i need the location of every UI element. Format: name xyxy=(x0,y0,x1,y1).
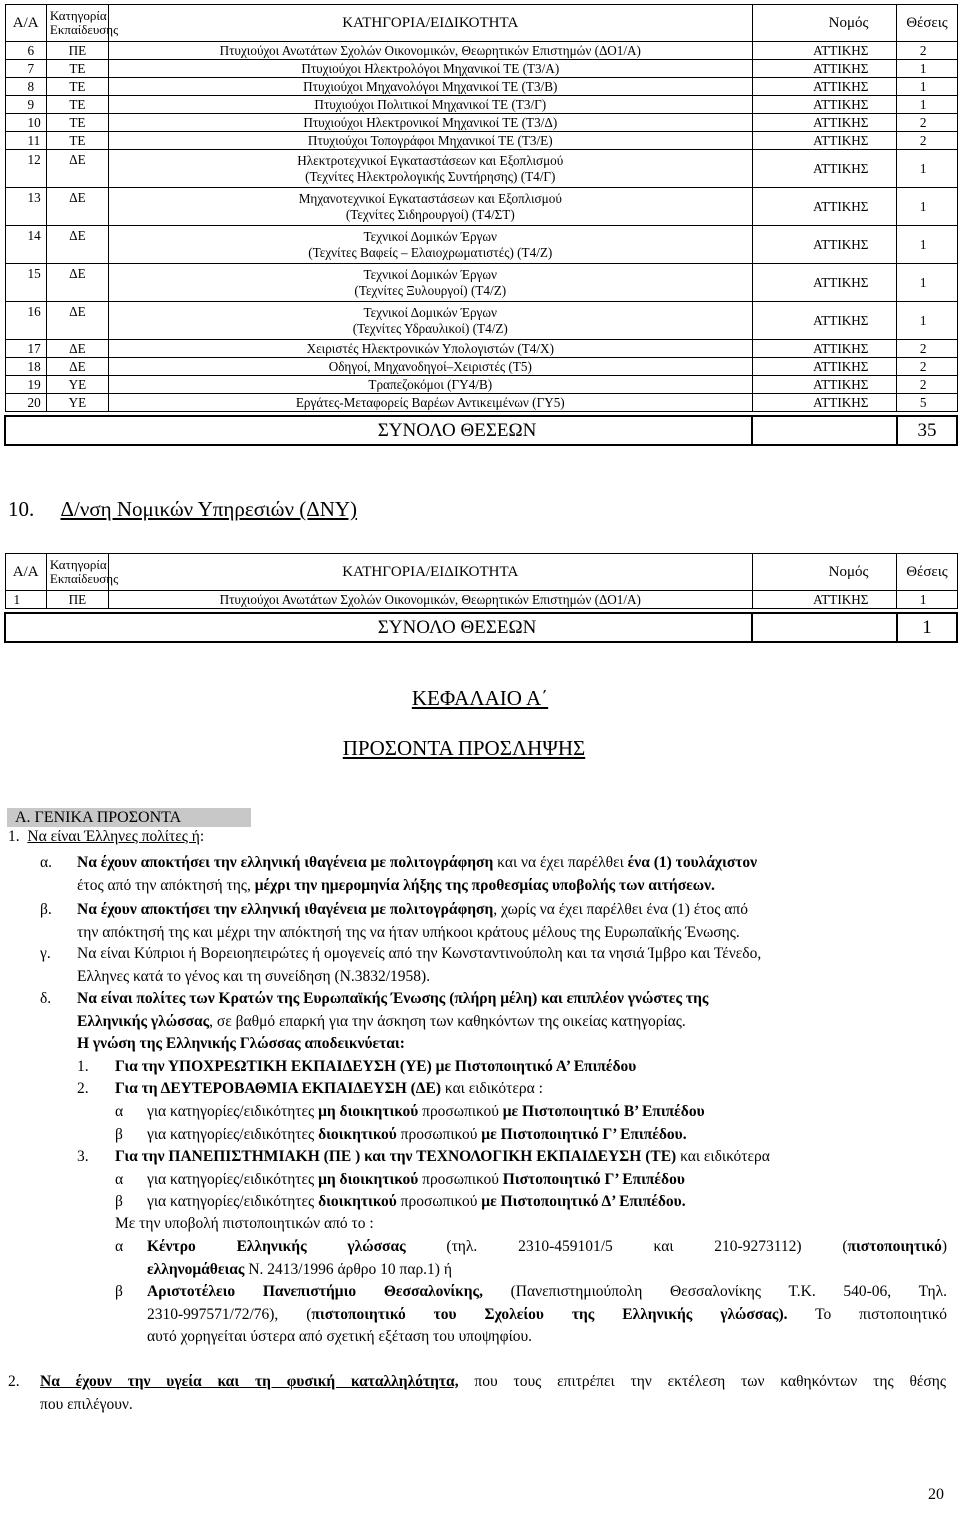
qual-2: 2. Να έχουν την υγεία και τη φυσική καταλληλότητα, που τους επιτρέπει την εκτέλεση των καθηκόντων της θέσης που επιλέγουν. xyxy=(8,1373,946,1413)
row-number: 15 xyxy=(5,264,46,302)
lang-level-2a: α για κατηγορίες/ειδικότητες μη διοικητικού προσωπικού με Πιστοποιητικό Β’ Επιπέδου xyxy=(115,1103,705,1120)
total-row xyxy=(5,416,957,445)
table-row xyxy=(5,132,957,150)
table-row: 1 ΠΕ Πτυχιούχοι Ανωτάτων Σχολών Οικονομικών, Θεωρητικών Επιστημών (ΔΟ1/Α) ΑΤΤΙΚΗΣ 1 xyxy=(5,591,957,609)
row-category: ΔΕ xyxy=(46,264,108,302)
row-specialty: Πτυχιούχοι Ανωτάτων Σχολών Οικονομικών, Θεωρητικών Επιστημών (ΔΟ1/Α) xyxy=(108,42,752,60)
page-number: 20 xyxy=(928,1486,944,1503)
row-specialty: Τραπεζοκόμοι (ΓΥ4/Β) xyxy=(108,376,752,394)
row-nomos: ΑΤΤΙΚΗΣ xyxy=(752,42,897,60)
row-category: ΥΕ xyxy=(46,394,108,412)
row-category: ΠΕ xyxy=(46,42,108,60)
table-row xyxy=(5,394,957,412)
row-nomos: ΑΤΤΙΚΗΣ xyxy=(752,226,897,264)
row-positions: 1 xyxy=(897,226,957,264)
lang-level-3b: β για κατηγορίες/ειδικότητες διοικητικού προσωπικού με Πιστοποιητικό Δ’ Επιπέδου. xyxy=(115,1193,686,1210)
row-specialty: Πτυχιούχοι Ηλεκτρολόγοι Μηχανικοί ΤΕ (Τ3/Α) xyxy=(108,60,752,78)
header-nomos: Νομός xyxy=(752,5,897,42)
row-specialty: Χειριστές Ηλεκτρονικών Υπολογιστών (Τ4/Χ) xyxy=(108,340,752,358)
row-number: 14 xyxy=(5,226,46,264)
qual-g: γ. Να είναι Κύπριοι ή Βορειοηπειρώτες ή ομογενείς από την Κωνσταντινούπολη και τα νησιά Ίμβρο και Τένεδο, Ελληνες κατά το γένος και τη συνείδηση (Ν.3832/1958). xyxy=(40,945,762,985)
row-nomos: ΑΤΤΙΚΗΣ xyxy=(752,132,897,150)
row-positions: 1 xyxy=(897,188,957,226)
header-aa: Α/Α xyxy=(5,5,46,42)
row-category: ΔΕ xyxy=(46,340,108,358)
row-specialty: Πτυχιούχοι Μηχανολόγοι Μηχανικοί ΤΕ (Τ3/Β) xyxy=(108,78,752,96)
row-positions: 2 xyxy=(897,114,957,132)
table-row xyxy=(5,96,957,114)
row-positions: 1 xyxy=(897,96,957,114)
section-10-heading: 10. Δ/νση Νομικών Υπηρεσιών (ΔΝΥ) xyxy=(8,497,358,521)
lang-level-2b: β για κατηγορίες/ειδικότητες διοικητικού προσωπικού με Πιστοποιητικό Γ’ Επιπέδου. xyxy=(115,1126,687,1143)
specialty-line-1: Ηλεκτροτεχνικοί Εγκαταστάσεων και Εξοπλισμού xyxy=(297,152,564,168)
header-theseis: Θέσεις xyxy=(897,5,957,42)
positions-table-1 xyxy=(4,4,958,446)
row-positions: 2 xyxy=(897,340,957,358)
row-number: 9 xyxy=(5,96,46,114)
header-specialty: ΚΑΤΗΓΟΡΙΑ/ΕΙΔΙΚΟΤΗΤΑ xyxy=(108,554,752,591)
header-specialty: ΚΑΤΗΓΟΡΙΑ/ΕΙΔΙΚΟΤΗΤΑ xyxy=(108,5,752,42)
row-category: ΤΕ xyxy=(46,96,108,114)
row-specialty xyxy=(108,264,752,302)
row-number: 20 xyxy=(5,394,46,412)
table-row xyxy=(5,226,957,264)
row-nomos: ΑΤΤΙΚΗΣ xyxy=(752,394,897,412)
table-row xyxy=(5,302,957,340)
specialty-line-1: Τεχνικοί Δομικών Έργων xyxy=(363,266,498,282)
row-category: ΤΕ xyxy=(46,132,108,150)
chapter-subtitle: ΠΡΟΣΟΝΤΑ ΠΡΟΣΛΗΨΗΣ xyxy=(342,736,586,760)
row-positions: 1 xyxy=(897,78,957,96)
total-label: ΣΥΝΟΛΟ ΘΕΣΕΩΝ xyxy=(5,416,752,445)
row-nomos: ΑΤΤΙΚΗΣ xyxy=(752,60,897,78)
table-row xyxy=(5,358,957,376)
row-number: 10 xyxy=(5,114,46,132)
row-number: 19 xyxy=(5,376,46,394)
row-specialty xyxy=(108,188,752,226)
cert-intro: Με την υποβολή πιστοποιητικών από το : xyxy=(115,1215,374,1232)
table-row xyxy=(5,42,957,60)
lang-level-1: 1. Για την ΥΠΟΧΡΕΩΤΙΚΗ ΕΚΠΑΙΔΕΥΣΗ (ΥΕ) με Πιστοποιητικό Α’ Επιπέδου xyxy=(77,1058,637,1075)
table-header-row xyxy=(5,554,957,591)
row-positions: 1 xyxy=(897,264,957,302)
table-row xyxy=(5,60,957,78)
row-positions: 2 xyxy=(897,376,957,394)
row-category: ΤΕ xyxy=(46,60,108,78)
row-number: 13 xyxy=(5,188,46,226)
row-nomos: ΑΤΤΙΚΗΣ xyxy=(752,150,897,188)
row-category: ΔΕ xyxy=(46,188,108,226)
qual-a: α. Να έχουν αποκτήσει την ελληνική ιθαγένεια με πολιτογράφηση και να έχει παρέλθει ένα (1) τουλάχιστον έτος από την απόκτησή της, μέχρι την ημερομηνία λήξης της προθεσμίας υποβολής των αιτήσεων. xyxy=(40,854,758,894)
row-specialty: Πτυχιούχοι Ηλεκτρονικοί Μηχανικοί ΤΕ (Τ3/Δ) xyxy=(108,114,752,132)
header-nomos: Νομός xyxy=(752,554,897,591)
row-specialty: Πτυχιούχοι Πολιτικοί Μηχανικοί ΤΕ (Τ3/Γ) xyxy=(108,96,752,114)
cert-b: β Αριστοτέλειο Πανεπιστήμιο Θεσσαλονίκης, (Πανεπιστημιούπολη Θεσσαλονίκης Τ.Κ. 540-06, Τηλ. 2310-997571/72/76), (πιστοποιητικό του Σχολείου της Ελληνικής γλώσσας). Το πιστοποιητικό αυτό χορηγείται ύστερα από σχετική εξέταση του υποψηφίου. xyxy=(115,1283,947,1345)
row-positions: 2 xyxy=(897,358,957,376)
row-number: 18 xyxy=(5,358,46,376)
row-specialty xyxy=(108,302,752,340)
table-row xyxy=(5,150,957,188)
total-row xyxy=(5,613,957,642)
row-category: ΥΕ xyxy=(46,376,108,394)
specialty-line-2: (Τεχνίτες Υδραυλικοί) (Τ4/Ζ) xyxy=(352,320,508,336)
row-positions: 1 xyxy=(897,60,957,78)
row-positions: 2 xyxy=(897,42,957,60)
row-nomos: ΑΤΤΙΚΗΣ xyxy=(752,340,897,358)
table-header-row xyxy=(5,5,957,42)
row-nomos: ΑΤΤΙΚΗΣ xyxy=(752,188,897,226)
row-number: 6 xyxy=(5,42,46,60)
row-nomos: ΑΤΤΙΚΗΣ xyxy=(752,96,897,114)
row-number: 11 xyxy=(5,132,46,150)
row-specialty: Οδηγοί, Μηχανοδηγοί–Χειριστές (Τ5) xyxy=(108,358,752,376)
table-row xyxy=(5,188,957,226)
specialty-line-1: Τεχνικοί Δομικών Έργων xyxy=(363,228,498,244)
row-nomos: ΑΤΤΙΚΗΣ xyxy=(752,78,897,96)
table-row xyxy=(5,376,957,394)
table-row xyxy=(5,264,957,302)
row-positions: 2 xyxy=(897,132,957,150)
positions-table-2 xyxy=(4,553,958,643)
row-category: ΔΕ xyxy=(46,226,108,264)
row-nomos: ΑΤΤΙΚΗΣ xyxy=(752,358,897,376)
qual-1: 1. Να είναι Έλληνες πολίτες ή: xyxy=(8,828,205,845)
header-category: Κατηγορία Εκπαίδευσης xyxy=(46,5,108,42)
lang-level-3: 3. Για την ΠΑΝΕΠΙΣΤΗΜΙΑΚΗ (ΠΕ ) και την ΤΕΧΝΟΛΟΓΙΚΗ ΕΚΠΑΙΔΕΥΣΗ (ΤΕ) και ειδικότερα xyxy=(77,1148,770,1165)
total-value: 35 xyxy=(897,416,957,445)
row-positions: 1 xyxy=(897,302,957,340)
header-category: Κατηγορία Εκπαίδευσης xyxy=(46,554,108,591)
lang-level-2: 2. Για τη ΔΕΥΤΕΡΟΒΑΘΜΙΑ ΕΚΠΑΙΔΕΥΣΗ (ΔΕ) και ειδικότερα : xyxy=(77,1080,543,1097)
row-category: ΔΕ xyxy=(46,358,108,376)
row-number: 16 xyxy=(5,302,46,340)
row-category: ΤΕ xyxy=(46,114,108,132)
specialty-line-2: (Τεχνίτες Ξυλουργοί) (Τ4/Ζ) xyxy=(354,282,507,298)
row-category: ΔΕ xyxy=(46,150,108,188)
header-theseis: Θέσεις xyxy=(897,554,957,591)
total-label: ΣΥΝΟΛΟ ΘΕΣΕΩΝ xyxy=(5,613,752,642)
specialty-line-1: Τεχνικοί Δομικών Έργων xyxy=(363,304,498,320)
table-row xyxy=(5,78,957,96)
specialty-line-2: (Τεχνίτες Βαφείς – Ελαιοχρωματιστές) (Τ4/Ζ) xyxy=(308,244,553,260)
cert-a: α Κέντρο Ελληνικής γλώσσας (τηλ. 2310-459101/5 και 210-9273112) (πιστοποιητικό) ελληνομάθειας Ν. 2413/1996 άρθρο 10 παρ.1) ή xyxy=(115,1238,947,1278)
qual-b: β. Να έχουν αποκτήσει την ελληνική ιθαγένεια με πολιτογράφηση, χωρίς να έχει παρέλθει ένα (1) έτος από την απόκτησή της και μέχρι την απόκτησή της να ήταν υπήκοοι κράτους μέλους της Ευρωπαϊκής Ένωσης. xyxy=(40,901,748,941)
header-aa: Α/Α xyxy=(5,554,46,591)
row-nomos: ΑΤΤΙΚΗΣ xyxy=(752,114,897,132)
row-nomos: ΑΤΤΙΚΗΣ xyxy=(752,376,897,394)
row-category: ΔΕ xyxy=(46,302,108,340)
specialty-line-2: (Τεχνίτες Σιδηρουργοί) (Τ4/ΣΤ) xyxy=(345,206,515,222)
table-row xyxy=(5,340,957,358)
qual-d: δ. Να είναι πολίτες των Κρατών της Ευρωπαϊκής Ένωσης (πλήρη μέλη) και επιπλέον γνώστες της Ελληνικής γλώσσας, σε βαθμό επαρκή για την άσκηση των καθηκόντων της οικείας κατηγορίας. Η γνώση της Ελληνικής Γλώσσας αποδεικνύεται: xyxy=(40,990,709,1052)
row-positions: 5 xyxy=(897,394,957,412)
row-category: ΤΕ xyxy=(46,78,108,96)
chapter-title: ΚΕΦΑΛΑΙΟ Α΄ xyxy=(411,686,549,710)
row-number: 8 xyxy=(5,78,46,96)
lang-level-3a: α για κατηγορίες/ειδικότητες μη διοικητικού προσωπικού Πιστοποιητικό Γ’ Επιπέδου xyxy=(115,1171,685,1188)
row-specialty: Εργάτες-Μεταφορείς Βαρέων Αντικειμένων (ΓΥ5) xyxy=(108,394,752,412)
specialty-line-2: (Τεχνίτες Ηλεκτρολογικής Συντήρησης) (Τ4/Γ) xyxy=(305,168,556,184)
row-number: 12 xyxy=(5,150,46,188)
row-specialty xyxy=(108,150,752,188)
row-specialty xyxy=(108,226,752,264)
general-qualifications-heading: Α. ΓΕΝΙΚΑ ΠΡΟΣΟΝΤΑ xyxy=(7,808,251,827)
row-nomos: ΑΤΤΙΚΗΣ xyxy=(752,302,897,340)
total-value: 1 xyxy=(897,613,957,642)
table-row xyxy=(5,114,957,132)
specialty-line-1: Μηχανοτεχνικοί Εγκαταστάσεων και Εξοπλισμού xyxy=(298,190,562,206)
row-positions: 1 xyxy=(897,150,957,188)
row-number: 17 xyxy=(5,340,46,358)
row-nomos: ΑΤΤΙΚΗΣ xyxy=(752,264,897,302)
row-specialty: Πτυχιούχοι Τοπογράφοι Μηχανικοί ΤΕ (Τ3/Ε) xyxy=(108,132,752,150)
row-number: 7 xyxy=(5,60,46,78)
